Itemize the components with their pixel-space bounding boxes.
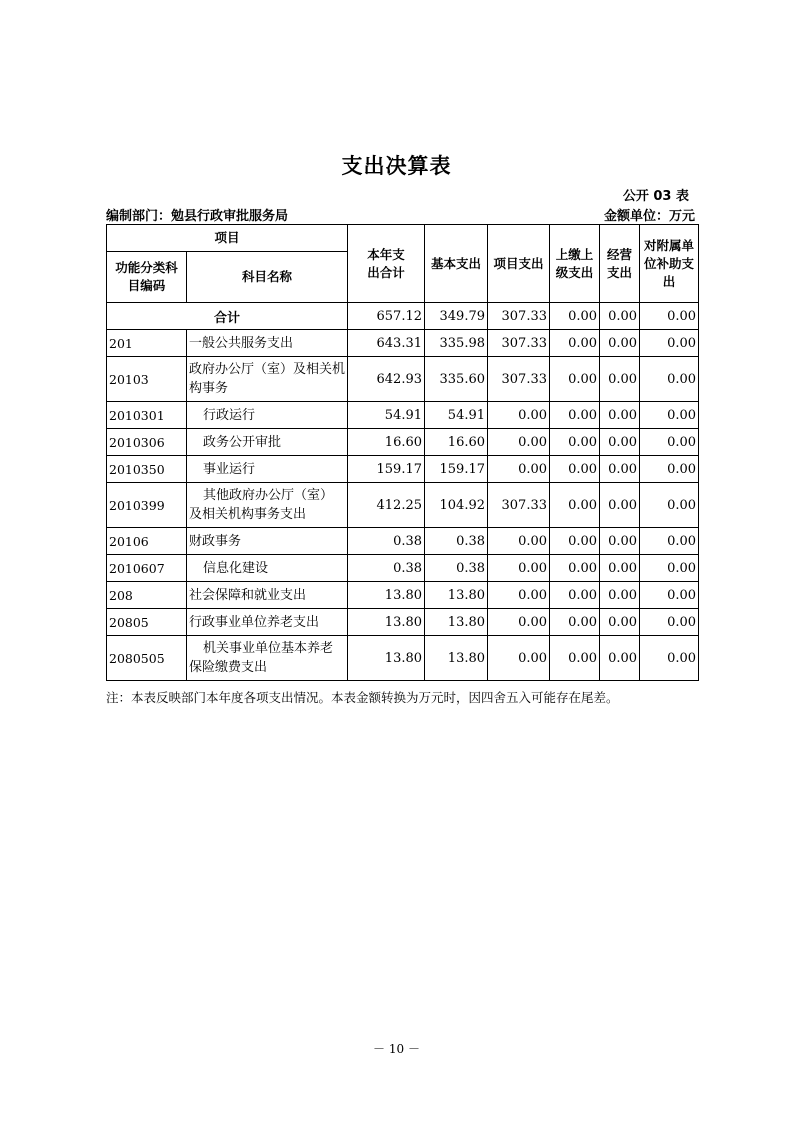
cell-project: 0.00	[488, 555, 550, 582]
header-subsidy: 对附属单位补助支出	[640, 225, 699, 303]
cell-code: 2080505	[107, 636, 187, 681]
cell-basic: 0.38	[425, 528, 488, 555]
table-note: 注：本表反映部门本年度各项支出情况。本表金额转换为万元时，因四舍五入可能存在尾差。	[106, 690, 619, 705]
cell-total: 13.80	[348, 636, 425, 681]
cell-total: 657.12	[348, 303, 425, 330]
cell-total: 643.31	[348, 330, 425, 357]
cell-project: 0.00	[488, 609, 550, 636]
cell-basic: 335.60	[425, 357, 488, 402]
cell-subsidy: 0.00	[640, 330, 699, 357]
cell-upper: 0.00	[550, 555, 600, 582]
cell-basic: 16.60	[425, 429, 488, 456]
cell-code: 208	[107, 582, 187, 609]
cell-basic: 335.98	[425, 330, 488, 357]
cell-total: 13.80	[348, 609, 425, 636]
cell-project: 307.33	[488, 330, 550, 357]
header-basic: 基本支出	[425, 225, 488, 303]
header-total: 本年支出合计	[348, 225, 425, 303]
cell-name: 政务公开审批	[187, 429, 348, 456]
cell-upper: 0.00	[550, 429, 600, 456]
page-title: 支出决算表	[341, 154, 452, 178]
cell-project: 0.00	[488, 456, 550, 483]
cell-name: 政府办公厅（室）及相关机构事务	[187, 357, 348, 402]
cell-subsidy: 0.00	[640, 636, 699, 681]
page-number: － 10 －	[373, 1042, 420, 1056]
cell-code: 2010607	[107, 555, 187, 582]
cell-operating: 0.00	[600, 609, 640, 636]
header-operating: 经营支出	[600, 225, 640, 303]
cell-upper: 0.00	[550, 330, 600, 357]
table-row	[107, 429, 699, 456]
cell-subsidy: 0.00	[640, 429, 699, 456]
cell-basic: 13.80	[425, 636, 488, 681]
cell-code: 20805	[107, 609, 187, 636]
table-row	[107, 357, 699, 402]
cell-subsidy: 0.00	[640, 456, 699, 483]
table-row	[107, 528, 699, 555]
cell-basic: 13.80	[425, 582, 488, 609]
total-label: 合计	[107, 303, 348, 330]
cell-name: 行政事业单位养老支出	[187, 609, 348, 636]
cell-project: 307.33	[488, 483, 550, 528]
cell-upper: 0.00	[550, 582, 600, 609]
cell-upper: 0.00	[550, 483, 600, 528]
cell-total: 13.80	[348, 582, 425, 609]
cell-subsidy: 0.00	[640, 303, 699, 330]
table-row	[107, 456, 699, 483]
cell-total: 16.60	[348, 429, 425, 456]
cell-total: 642.93	[348, 357, 425, 402]
cell-upper: 0.00	[550, 456, 600, 483]
header-name: 科目名称	[187, 252, 348, 303]
cell-name: 机关事业单位基本养老保险缴费支出	[187, 636, 348, 681]
cell-project: 0.00	[488, 582, 550, 609]
cell-project: 0.00	[488, 429, 550, 456]
cell-operating: 0.00	[600, 528, 640, 555]
cell-basic: 0.38	[425, 555, 488, 582]
cell-operating: 0.00	[600, 357, 640, 402]
cell-upper: 0.00	[550, 636, 600, 681]
cell-subsidy: 0.00	[640, 582, 699, 609]
table-row	[107, 330, 699, 357]
cell-operating: 0.00	[600, 330, 640, 357]
cell-operating: 0.00	[600, 303, 640, 330]
cell-upper: 0.00	[550, 357, 600, 402]
cell-upper: 0.00	[550, 528, 600, 555]
header-item: 项目	[107, 225, 348, 252]
cell-code: 2010350	[107, 456, 187, 483]
cell-code: 2010306	[107, 429, 187, 456]
expenditure-table	[106, 224, 699, 681]
table-row	[107, 636, 699, 681]
cell-code: 2010301	[107, 402, 187, 429]
table-row	[107, 483, 699, 528]
table-row	[107, 555, 699, 582]
cell-subsidy: 0.00	[640, 483, 699, 528]
cell-project: 307.33	[488, 303, 550, 330]
cell-upper: 0.00	[550, 402, 600, 429]
cell-name: 一般公共服务支出	[187, 330, 348, 357]
cell-code: 2010399	[107, 483, 187, 528]
cell-operating: 0.00	[600, 402, 640, 429]
table-row	[107, 609, 699, 636]
compiling-department: 编制部门：勉县行政审批服务局	[106, 209, 289, 224]
cell-total: 54.91	[348, 402, 425, 429]
cell-total: 0.38	[348, 555, 425, 582]
cell-basic: 159.17	[425, 456, 488, 483]
cell-basic: 349.79	[425, 303, 488, 330]
cell-total: 412.25	[348, 483, 425, 528]
cell-code: 20103	[107, 357, 187, 402]
cell-operating: 0.00	[600, 555, 640, 582]
cell-code: 20106	[107, 528, 187, 555]
cell-upper: 0.00	[550, 303, 600, 330]
cell-subsidy: 0.00	[640, 402, 699, 429]
cell-operating: 0.00	[600, 429, 640, 456]
cell-name: 信息化建设	[187, 555, 348, 582]
total-row	[107, 303, 699, 330]
cell-basic: 104.92	[425, 483, 488, 528]
cell-name: 行政运行	[187, 402, 348, 429]
cell-subsidy: 0.00	[640, 609, 699, 636]
cell-upper: 0.00	[550, 609, 600, 636]
cell-subsidy: 0.00	[640, 357, 699, 402]
cell-name: 事业运行	[187, 456, 348, 483]
header-code: 功能分类科目编码	[107, 252, 187, 303]
cell-code: 201	[107, 330, 187, 357]
cell-subsidy: 0.00	[640, 528, 699, 555]
header-project: 项目支出	[488, 225, 550, 303]
amount-unit: 金额单位：万元	[603, 209, 695, 224]
cell-project: 0.00	[488, 402, 550, 429]
cell-total: 159.17	[348, 456, 425, 483]
cell-subsidy: 0.00	[640, 555, 699, 582]
cell-operating: 0.00	[600, 636, 640, 681]
header-upper: 上缴上级支出	[550, 225, 600, 303]
cell-operating: 0.00	[600, 483, 640, 528]
cell-total: 0.38	[348, 528, 425, 555]
cell-project: 0.00	[488, 636, 550, 681]
cell-name: 其他政府办公厅（室）及相关机构事务支出	[187, 483, 348, 528]
cell-operating: 0.00	[600, 582, 640, 609]
table-row	[107, 402, 699, 429]
cell-name: 社会保障和就业支出	[187, 582, 348, 609]
cell-project: 0.00	[488, 528, 550, 555]
cell-basic: 54.91	[425, 402, 488, 429]
cell-operating: 0.00	[600, 456, 640, 483]
table-row	[107, 582, 699, 609]
cell-name: 财政事务	[187, 528, 348, 555]
form-number: 公开 03 表	[622, 189, 689, 204]
cell-project: 307.33	[488, 357, 550, 402]
cell-basic: 13.80	[425, 609, 488, 636]
